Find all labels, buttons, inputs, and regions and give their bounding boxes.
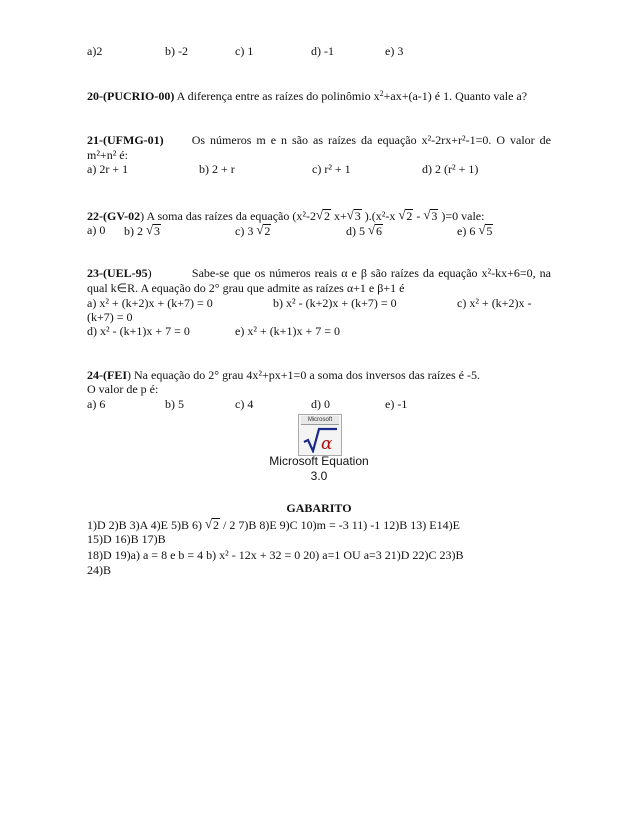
equation-object-label: Microsoft Equation: [269, 454, 369, 468]
equation-object-version: 3.0: [310, 469, 328, 483]
q19-option-a: a)2: [87, 44, 103, 58]
q23-statement-line2: qual k∈R. A equação do 2° grau que admite as raízes α+1 e β+1 é: [87, 281, 405, 295]
q19-option-b: b) -2: [165, 44, 188, 58]
svg-text:α: α: [321, 434, 333, 453]
q23-statement-line1: 23-(UEL-95) Sabe-se que os números reais α e β são raízes da equação x²-kx+6=0, na: [87, 266, 551, 280]
q22-number: 22-(GV-02: [87, 209, 141, 223]
sqrt-symbol: √ 2: [315, 207, 330, 223]
answer-key-title: GABARITO: [286, 501, 352, 515]
q20-statement: 20-(PUCRIO-00) A diferença entre as raízes do polinômio $x^2+ax+(a-1)$ é 1. Quanto vale a?: [87, 89, 528, 103]
q21-number: 21-(UFMG-01): [87, 133, 164, 147]
answer-key-row4: 24)B: [87, 563, 111, 577]
equation-object-icon[interactable]: [298, 414, 342, 456]
q23-number: 23-(UEL-95: [87, 266, 148, 280]
q19-option-e: e) 3: [385, 44, 404, 58]
answer-key-row3: 18)D 19)a) a = 8 e b = 4 b) x² - 12x + 32 = 0 20) a=1 OU a=3 21)D 22)C 23)B: [87, 548, 464, 562]
sqrt-alpha-icon: [302, 426, 338, 453]
answer-key-row2: 15)D 16)B 17)B: [87, 532, 166, 546]
q20-number: 20-(PUCRIO-00): [87, 89, 175, 103]
q19-option-d: d) -1: [311, 44, 334, 58]
answer-key-row1: 1)D 2)B 3)A 4)E 5)B 6) √ 2 / 2 7)B 8)E 9)C 10)m = -3 11) -1 12)B 13) E14)E: [87, 516, 460, 532]
equation-object-badge: Microsoft: [301, 416, 339, 425]
q19-option-c: c) 1: [235, 44, 254, 58]
q22-statement: 22-(GV-02) A soma das raízes da equação (x²-2 √ 2 x+ √ 3 ).(x²-x √ 2 - √ 3 )=0 vale:: [87, 207, 485, 223]
q21-statement-line1: 21-(UFMG-01) Os números m e n são as raízes da equação x²-2rx+r²-1=0. O valor de: [87, 133, 551, 147]
q21-statement-line2: m²+n² é:: [87, 148, 128, 162]
q24-statement-line2: O valor de p é:: [87, 382, 159, 396]
q24-statement: 24-(FEI) Na equação do 2° grau 4x²+px+1=0 a soma dos inversos das raízes é -5.: [87, 368, 480, 382]
q23-option-c-cont: (k+7) = 0: [87, 310, 133, 324]
document-page: a)2 b) -2 c) 1 d) -1 e) 3 20-(PUCRIO-00) A diferença entre as raízes do polinômio $x^2+ax+(a-1)$ é 1. Quanto vale a? 21-(UFMG-01) Os números m e n são as raízes da equação x²-2rx+r²-1=0. O valor de m²+n² é: a) 2r + 1 b) 2 + r c) r² + 1 d) 2 (r² + 1) 22-(GV-02) A soma das raízes da equação (x²-2 √ 2 x+ √ 3 ).(x²-x √ 2 - √ 3 )=0 vale: a) 0 b) 2 √ 3 c) 3 √ 2 d) 5 √ 6 e) 6 √ 5 23-(UEL-95) Sabe-se que os números reais α e β são raízes da equação x²-kx+6=0, na qual k∈R. A equação do 2° grau que admite as raízes α+1 e β+1 é a) x² + (k+2)x + (k+7) = 0 b) x² - (k+2)x + (k+7) = 0 c) x² + (k+2)x - (k+7) = 0 d) x² - (k+1)x + 7 = 0 e) x² + (k+1)x + 7 = 0 24-(FEI) Na equação do 2° grau 4x²+px+1=0 a soma dos inversos das raízes é -5. O valor de p é: a) 6 b) 5 c) 4 d) 0 e) -1 Microsoft α Microsoft Equation 3.0 GABARITO 1)D 2)B 3)A 4)E 5)B 6) √ 2 / 2 7)B 8)E 9)C 10)m = -3 11) -1 12)B 13) E14)E 15)D 16)B 17)B 18)D 19)a) a = 8 e b = 4 b) x² - 12x + 32 = 0 20) a=1 OU a=3 21)D 22)C 23)B 24)B: [0, 0, 638, 826]
q24-number: 24-(FEI: [87, 368, 127, 382]
